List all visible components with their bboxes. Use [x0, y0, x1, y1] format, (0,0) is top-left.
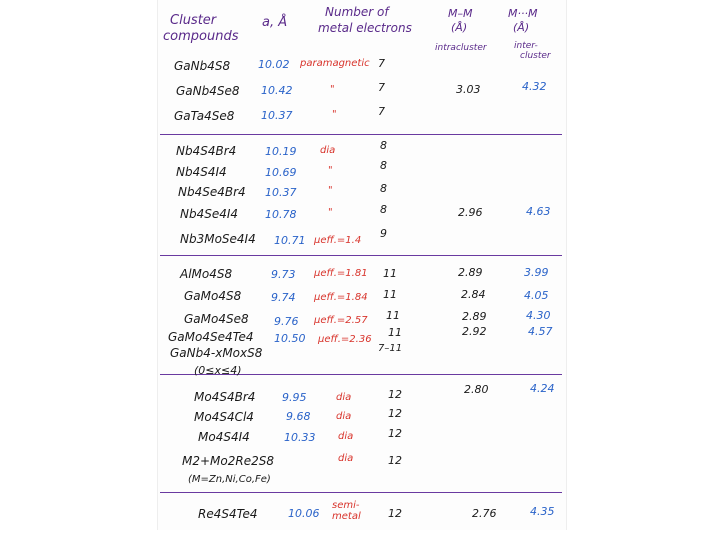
compound-name: Mo4S4Br4: [194, 390, 256, 404]
magnetic-note: dia: [336, 392, 352, 403]
lattice-value: 9.68: [286, 410, 311, 423]
lattice-value: 9.74: [271, 291, 296, 304]
header-mm-inter-unit: (Å): [513, 21, 530, 34]
header-electrons-line2: metal electrons: [318, 21, 412, 35]
electron-count: 8: [380, 139, 387, 152]
group-divider: [160, 134, 562, 135]
magnetic-note: dia: [336, 411, 352, 422]
electron-count: 12: [388, 427, 402, 440]
group-divider: [160, 255, 562, 256]
magnetic-note: ": [328, 165, 333, 176]
electron-count: 11: [383, 267, 397, 280]
header-electrons-line1: Number of: [325, 5, 389, 19]
header-mm-intra-unit: (Å): [451, 21, 468, 34]
electron-count: 12: [388, 407, 402, 420]
intracluster-distance: 2.84: [461, 288, 486, 301]
compound-name: Mo4S4Cl4: [194, 410, 254, 424]
lattice-value: 10.37: [261, 109, 293, 122]
electron-count: 11: [386, 309, 400, 322]
lattice-value: 10.42: [261, 84, 293, 97]
header-intracluster: intracluster: [435, 43, 487, 53]
compound-name: M2+Mo2Re2S8: [182, 454, 274, 468]
magnetic-note: dia: [338, 453, 354, 464]
lattice-value: 9.76: [274, 315, 299, 328]
lattice-value: 10.19: [265, 145, 297, 158]
compound-name: GaMo4Se4Te4: [168, 330, 254, 344]
intracluster-distance: 2.89: [462, 310, 487, 323]
lattice-value: 10.37: [265, 186, 297, 199]
intercluster-distance: 4.63: [526, 205, 551, 218]
intracluster-distance: 2.96: [458, 206, 483, 219]
header-cluster-line2: compounds: [163, 29, 239, 44]
compound-metal-note: (M=Zn,Ni,Co,Fe): [188, 474, 271, 485]
lattice-value: 10.02: [258, 58, 290, 71]
electron-count: 7: [378, 57, 385, 70]
compound-name: Re4S4Te4: [198, 507, 258, 521]
magnetic-note: semi-metal: [332, 500, 361, 522]
magnetic-note: dia: [338, 431, 354, 442]
header-intercluster-line1: inter-: [514, 41, 538, 51]
header-intercluster-line2: cluster: [520, 51, 551, 61]
intercluster-distance: 4.57: [528, 325, 553, 338]
electron-count: 12: [388, 388, 402, 401]
compound-name: AlMo4S8: [180, 267, 233, 281]
header-mm-inter: M···M: [508, 7, 538, 20]
compound-name: GaMo4Se8: [184, 312, 249, 326]
header-cluster-line1: Cluster: [170, 13, 217, 28]
lattice-value: 10.71: [274, 234, 306, 247]
intercluster-distance: 4.05: [524, 289, 549, 302]
electron-count: 11: [383, 288, 397, 301]
electron-count: 8: [380, 182, 387, 195]
compound-name: GaNb4S8: [174, 59, 231, 73]
header-mm-intra: M–M: [448, 7, 473, 20]
lattice-value: 10.69: [265, 166, 297, 179]
magnetic-note: ": [332, 109, 337, 120]
compound-range-note: (0≤x≤4): [194, 364, 242, 377]
intercluster-distance: 3.99: [524, 266, 549, 279]
magnetic-note: μeff.=2.36: [318, 334, 372, 345]
magnetic-note: μeff.=1.81: [314, 268, 368, 279]
electron-count: 9: [380, 227, 387, 240]
electron-count: 7–11: [378, 343, 403, 354]
handwritten-table-sheet: [157, 0, 567, 530]
compound-name: Nb4S4I4: [176, 165, 227, 179]
compound-name: GaTa4Se8: [174, 109, 235, 123]
electron-count: 7: [378, 105, 385, 118]
electron-count: 12: [388, 507, 402, 520]
magnetic-note: paramagnetic: [300, 58, 370, 69]
intracluster-distance: 3.03: [456, 83, 481, 96]
compound-name: Mo4S4I4: [198, 430, 250, 444]
intracluster-distance: 2.89: [458, 266, 483, 279]
electron-count: 8: [380, 203, 387, 216]
magnetic-note: μeff.=2.57: [314, 315, 368, 326]
group-divider: [160, 492, 562, 493]
intercluster-distance: 4.32: [522, 80, 547, 93]
lattice-value: 10.50: [274, 332, 306, 345]
header-lattice-constant: a, Å: [262, 15, 288, 30]
intracluster-distance: 2.80: [464, 383, 489, 396]
compound-name: Nb4Se4Br4: [178, 185, 246, 199]
intercluster-distance: 4.35: [530, 505, 555, 518]
lattice-value: 10.33: [284, 431, 316, 444]
intercluster-distance: 4.30: [526, 309, 551, 322]
compound-name: Nb3MoSe4I4: [180, 232, 256, 246]
magnetic-note: ": [328, 185, 333, 196]
lattice-value: 9.73: [271, 268, 296, 281]
electron-count: 8: [380, 159, 387, 172]
electron-count: 7: [378, 81, 385, 94]
magnetic-note: dia: [320, 145, 336, 156]
lattice-value: 9.95: [282, 391, 307, 404]
magnetic-note: ": [328, 207, 333, 218]
compound-name: GaNb4-xMoxS8: [170, 346, 263, 360]
compound-name: Nb4Se4I4: [180, 207, 239, 221]
electron-count: 12: [388, 454, 402, 467]
lattice-value: 10.06: [288, 507, 320, 520]
intracluster-distance: 2.76: [472, 507, 497, 520]
compound-name: Nb4S4Br4: [176, 144, 237, 158]
lattice-value: 10.78: [265, 208, 297, 221]
magnetic-note: ": [330, 84, 335, 95]
electron-count: 11: [388, 326, 402, 339]
compound-name: GaMo4S8: [184, 289, 242, 303]
magnetic-note: μeff.=1.4: [314, 235, 362, 246]
intercluster-distance: 4.24: [530, 382, 555, 395]
compound-name: GaNb4Se8: [176, 84, 240, 98]
intracluster-distance: 2.92: [462, 325, 487, 338]
magnetic-note: μeff.=1.84: [314, 292, 368, 303]
